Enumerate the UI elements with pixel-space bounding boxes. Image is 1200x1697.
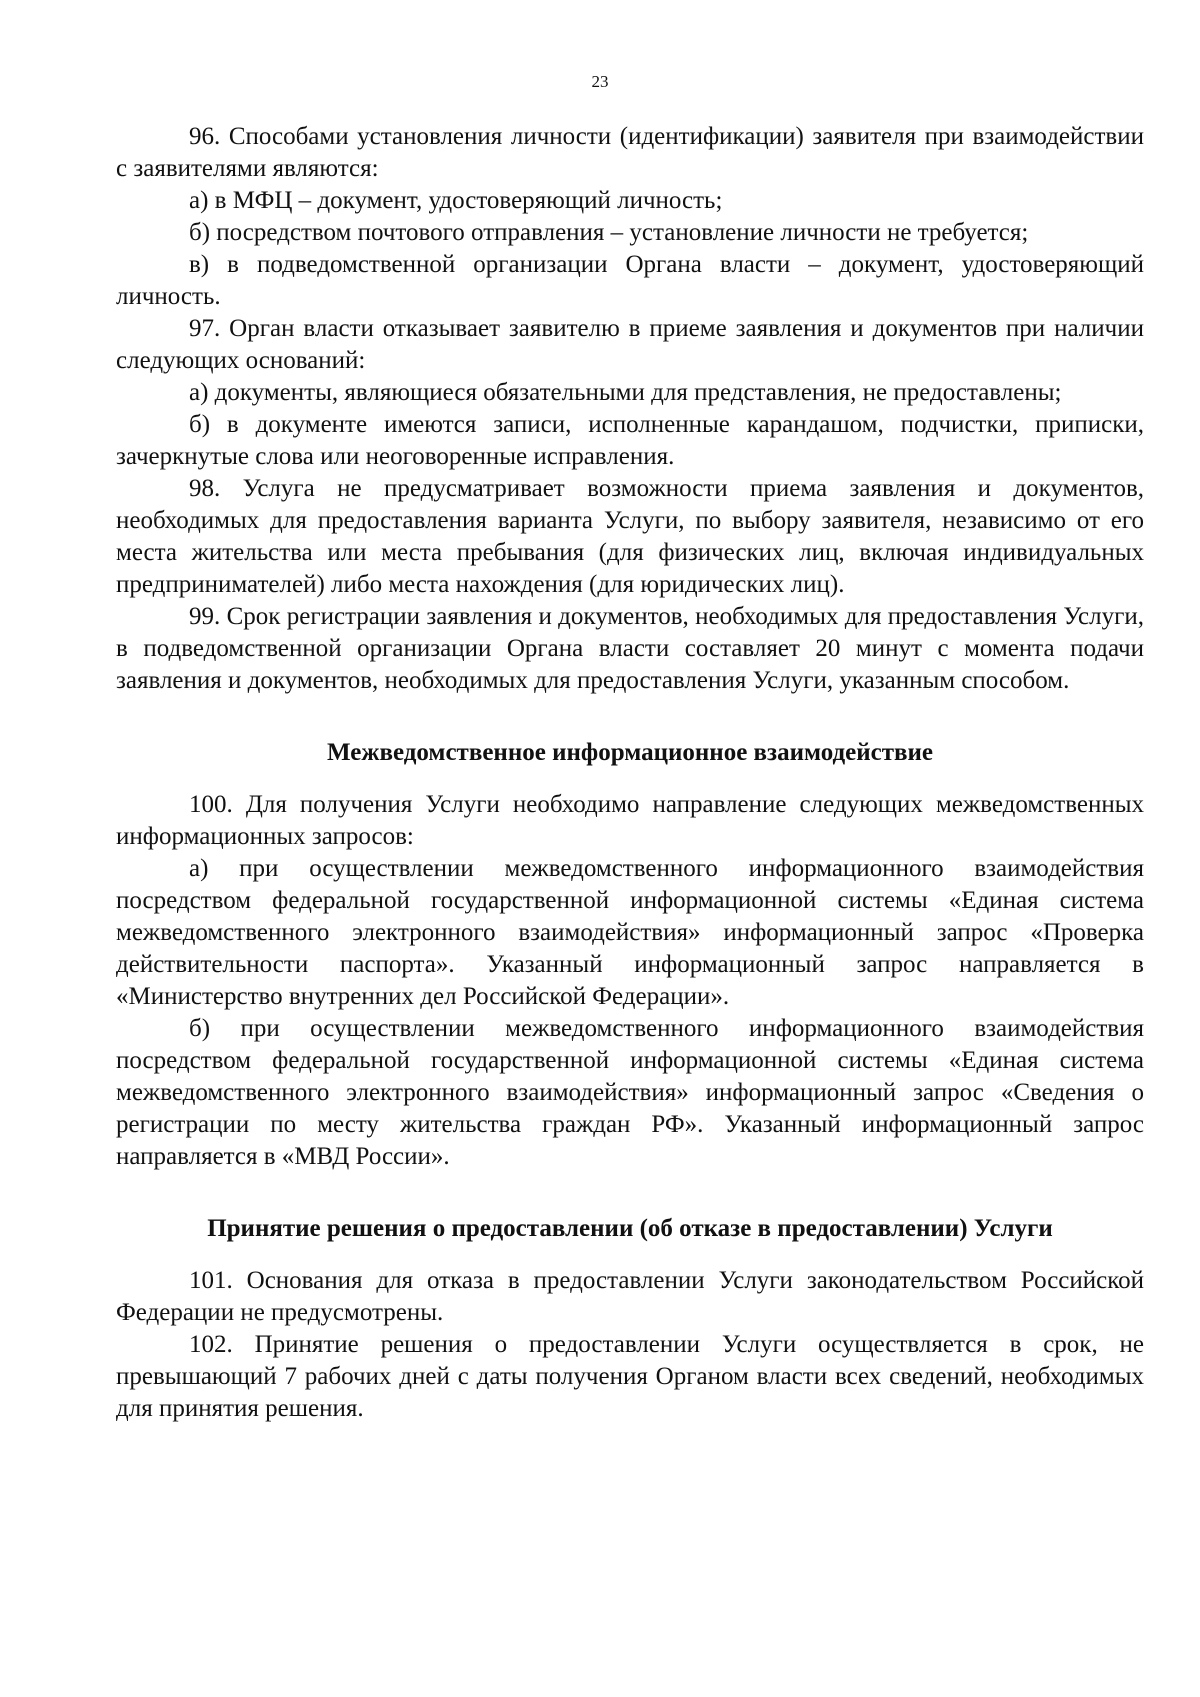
paragraph-100-b: б) при осуществлении межведомственного информационного взаимодействия посредством федеральной государственной информационной системы «Единая система межведомственного электронного взаимодействия» информационный запрос «Сведения о регистрации по месту жительства граждан РФ». Указанный информационный запрос направляется в «МВД России». — [116, 1015, 1144, 1170]
spacer — [116, 697, 1144, 737]
page-number: 23 — [591, 72, 609, 91]
paragraph-97: 97. Орган власти отказывает заявителю в приеме заявления и документов при наличии следующих оснований: — [116, 315, 1144, 374]
paragraph-97-b: б) в документе имеются записи, исполненные карандашом, подчистки, приписки, зачеркнутые слова или неоговоренные исправления. — [116, 411, 1144, 470]
section-heading-interagency: Межведомственное информационное взаимодействие — [327, 739, 933, 766]
document-body — [116, 121, 1144, 1425]
spacer — [116, 1245, 1144, 1265]
paragraph-98: 98. Услуга не предусматривает возможности приема заявления и документов, необходимых для предоставления варианта Услуги, по выбору заявителя, независимо от его места жительства или места пребывания (для физических лиц, включая индивидуальных предпринимателей) либо места нахождения (для юридических лиц). — [116, 475, 1144, 598]
spacer — [116, 1173, 1144, 1213]
paragraph-99: 99. Срок регистрации заявления и документов, необходимых для предоставления Услуги, в подведомственной организации Органа власти составляет 20 минут с момента подачи заявления и документов, необходимых для предоставления Услуги, указанным способом. — [116, 603, 1144, 694]
paragraph-96: 96. Способами установления личности (идентификации) заявителя при взаимодействии с заявителями являются: — [116, 123, 1144, 182]
paragraph-96-b: б) посредством почтового отправления – установление личности не требуется; — [189, 219, 1029, 246]
spacer — [116, 769, 1144, 789]
paragraph-96-a: а) в МФЦ – документ, удостоверяющий личность; — [189, 187, 723, 214]
section-heading-decision: Принятие решения о предоставлении (об отказе в предоставлении) Услуги — [207, 1215, 1053, 1242]
paragraph-97-a: а) документы, являющиеся обязательными для представления, не предоставлены; — [189, 379, 1062, 406]
paragraph-100: 100. Для получения Услуги необходимо направление следующих межведомственных информационных запросов: — [116, 791, 1144, 850]
paragraph-100-a: а) при осуществлении межведомственного информационного взаимодействия посредством федеральной государственной информационной системы «Единая система межведомственного электронного взаимодействия» информационный запрос «Проверка действительности паспорта». Указанный информационный запрос направляется в «Министерство внутренних дел Российской Федерации». — [116, 855, 1144, 1010]
paragraph-96-v: в) в подведомственной организации Органа власти – документ, удостоверяющий личность. — [116, 251, 1144, 310]
paragraph-101: 101. Основания для отказа в предоставлении Услуги законодательством Российской Федерации не предусмотрены. — [116, 1267, 1144, 1326]
paragraph-102: 102. Принятие решения о предоставлении Услуги осуществляется в срок, не превышающий 7 рабочих дней с даты получения Органом власти всех сведений, необходимых для принятия решения. — [116, 1331, 1144, 1422]
